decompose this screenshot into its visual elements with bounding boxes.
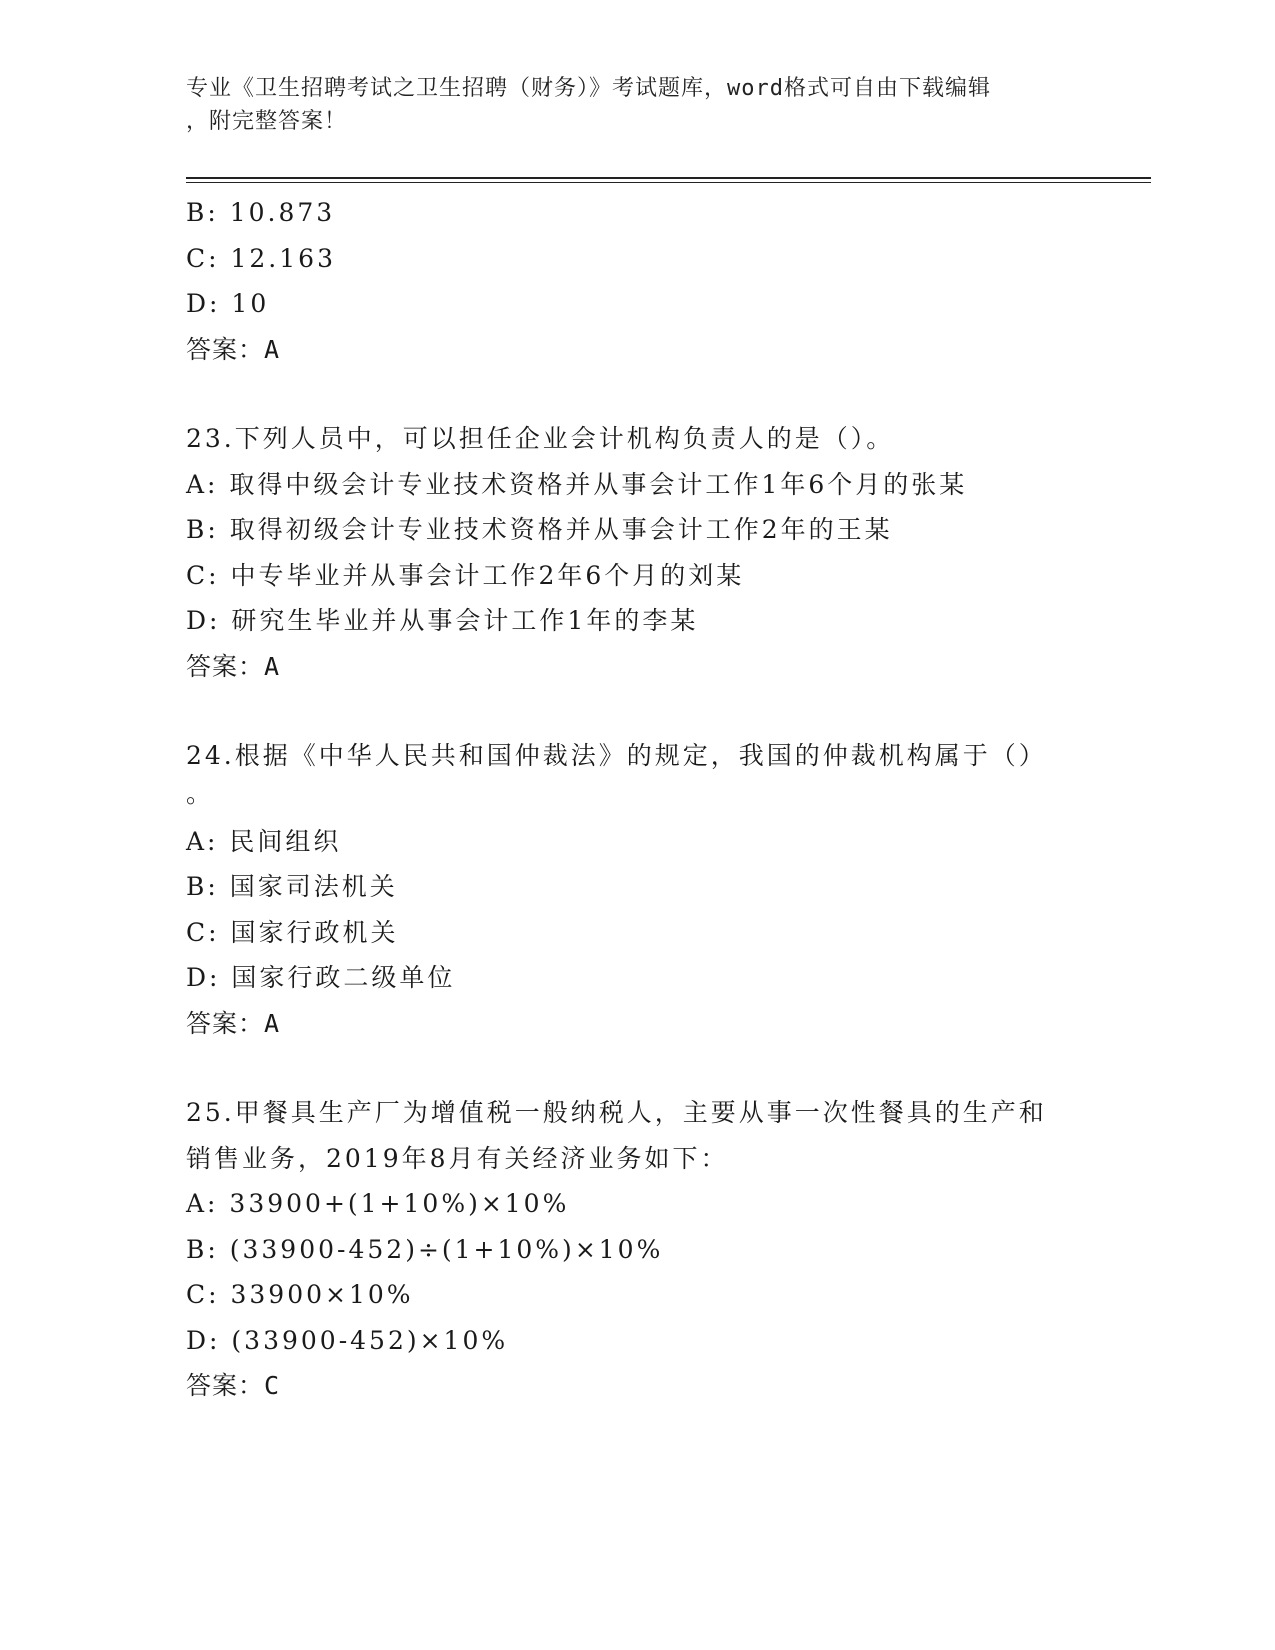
option-c: C: 12.163 — [186, 243, 336, 273]
question-content — [186, 190, 1086, 1409]
question-23 — [186, 416, 1086, 689]
option-b: B: 国家司法机关 — [186, 872, 398, 901]
answer: 答案：C — [186, 1371, 281, 1400]
option-d: D: 10 — [186, 289, 270, 318]
answer: 答案：A — [186, 1008, 281, 1038]
answer: 答案：A — [186, 651, 281, 681]
option-c: C: 33900×10% — [186, 1280, 414, 1309]
option-d: D: (33900-452)×10% — [186, 1325, 509, 1355]
spacer — [186, 372, 1086, 416]
header-title-line-2: ，附完整答案！ — [186, 109, 348, 134]
question-stem: 24.根据《中华人民共和国仲裁法》的规定，我国的仲裁机构属于（） — [186, 741, 1047, 770]
option-a: A: 民间组织 — [186, 826, 342, 856]
option-c: C: 国家行政机关 — [186, 917, 399, 947]
option-d: D: 研究生毕业并从事会计工作1年的李某 — [186, 606, 699, 635]
header-divider-thick — [186, 177, 1151, 179]
question-22 — [186, 190, 1086, 372]
option-c: C: 中专毕业并从事会计工作2年6个月的刘某 — [186, 560, 745, 590]
option-a: A: 33900+(1+10%)×10% — [186, 1189, 570, 1218]
answer: 答案：A — [186, 334, 281, 364]
option-b: B: 10.873 — [186, 198, 336, 227]
header-divider-thin — [186, 182, 1151, 183]
option-d: D: 国家行政二级单位 — [186, 963, 456, 992]
question-stem-continuation: 。 — [186, 778, 215, 808]
document-header — [186, 72, 1066, 138]
question-stem: 23.下列人员中，可以担任企业会计机构负责人的是（）。 — [186, 424, 895, 453]
question-stem: 25.甲餐具生产厂为增值税一般纳税人，主要从事一次性餐具的生产和 — [186, 1098, 1047, 1127]
option-a: A: 取得中级会计专业技术资格并从事会计工作1年6个月的张某 — [186, 469, 968, 499]
option-b: B: 取得初级会计专业技术资格并从事会计工作2年的王某 — [186, 515, 893, 544]
spacer — [186, 689, 1086, 733]
question-24 — [186, 733, 1086, 1046]
option-b: B: (33900-452)÷(1+10%)×10% — [186, 1234, 664, 1264]
question-25 — [186, 1090, 1086, 1409]
header-title-line-1: 专业《卫生招聘考试之卫生招聘（财务）》考试题库，word格式可自由下载编辑 — [186, 76, 991, 101]
question-stem-continuation: 销售业务，2019年8月有关经济业务如下： — [186, 1143, 729, 1173]
spacer — [186, 1046, 1086, 1090]
